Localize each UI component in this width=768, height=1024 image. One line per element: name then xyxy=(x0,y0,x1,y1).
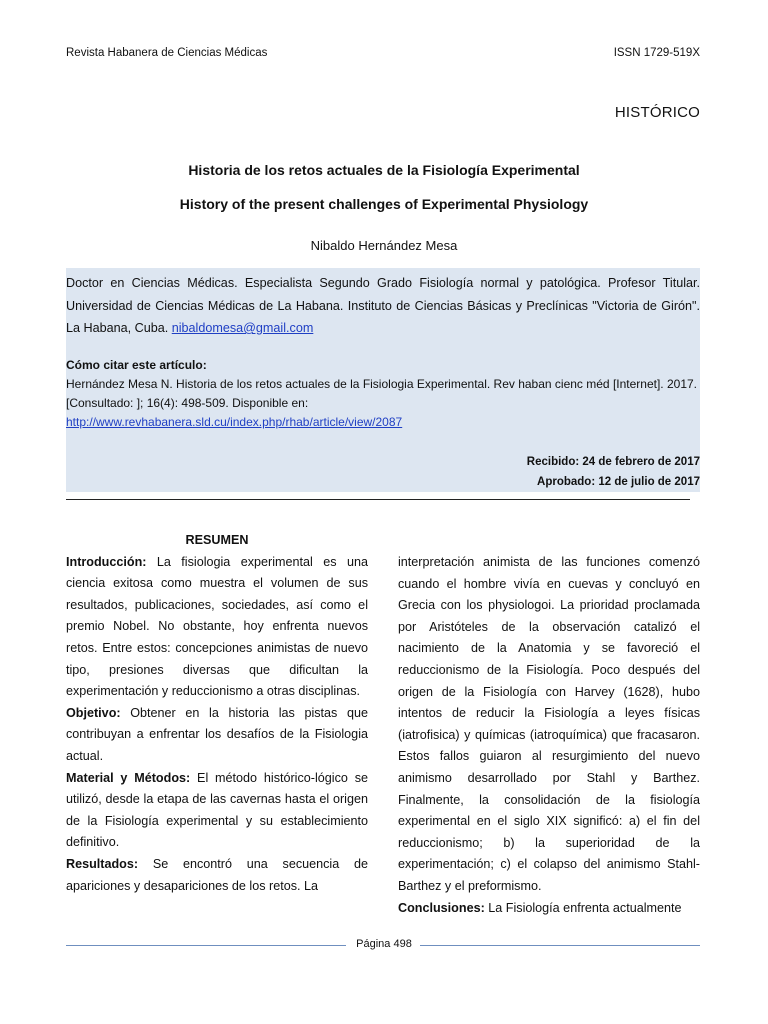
section-label: HISTÓRICO xyxy=(614,104,700,121)
abstract-heading: RESUMEN xyxy=(185,533,249,547)
abstract-conclusions xyxy=(398,898,700,920)
article-url-link[interactable]: http://www.revhabanera.sld.cu/index.php/rhab/article/view/2087 xyxy=(66,415,403,429)
separator-line xyxy=(66,499,690,500)
received-date: Recibido: 24 de febrero de 2017 xyxy=(526,456,700,468)
objective-label: Objetivo: xyxy=(66,705,121,720)
abstract-methods xyxy=(66,768,368,854)
citation-text: Hernández Mesa N. Historia de los retos actuales de la Fisiologia Experimental. Rev haban cienc méd [Internet]. 2017. [Consultado: ]; 16(4): 498-509. Disponible en: xyxy=(66,377,697,410)
results-text-part1: Se encontró una secuencia de apariciones y desapariciones de los retos. La xyxy=(66,856,368,893)
results-label: Resultados: xyxy=(66,856,139,871)
citation-block xyxy=(66,356,700,432)
approved-date: Aprobado: 12 de julio de 2017 xyxy=(537,476,700,488)
title-spanish: Historia de los retos actuales de la Fisiología Experimental xyxy=(188,162,580,178)
abstract-results-continued xyxy=(398,552,700,898)
abstract-right-column xyxy=(398,552,700,919)
journal-name: Revista Habanera de Ciencias Médicas xyxy=(66,47,268,59)
methods-label: Material y Métodos: xyxy=(66,770,191,785)
intro-text: La fisiologia experimental es una ciencia exitosa como muestra el volumen de sus resultados, publicaciones, sociedades, así como el premio Nobel. No obstante, hoy enfrenta nuevos retos. Entre estos: concepciones animistas de nuevo tipo, presiones diversas que dificultan la experimentación y reduccionismo a otras disciplinas. xyxy=(66,554,368,699)
author-name: Nibaldo Hernández Mesa xyxy=(310,238,458,253)
conclusions-label: Conclusiones: xyxy=(398,900,485,915)
abstract-left-column xyxy=(66,530,368,897)
conclusions-text: La Fisiología enfrenta actualmente xyxy=(484,900,682,915)
abstract-results xyxy=(66,854,368,897)
methods-text: El método histórico-lógico se utilizó, desde la etapa de las cavernas hasta el origen de la Fisiología experimental y su establecimiento definitivo. xyxy=(66,770,369,850)
abstract-intro xyxy=(66,552,368,703)
objective-text: Obtener en la historia las pistas que contribuyan a enfrentar los desafíos de la Fisiologia actual. xyxy=(66,705,368,763)
footer-rule-right xyxy=(420,945,700,946)
author-email-link[interactable]: nibaldomesa@gmail.com xyxy=(171,321,314,335)
title-english: History of the present challenges of Experimental Physiology xyxy=(179,196,589,212)
dates-block xyxy=(527,452,700,492)
results-text-part2: interpretación animista de las funciones comenzó cuando el hombre vivía en cuevas y concluyó en Grecia con los physiologoi. La prioridad proclamada por Aristóteles de la observación catalizó el nacimiento de la Anatomia y se favoreció el reduccionismo de la Fisiología. Poco después del origen de la Fisiología con Harvey (1628), hubo intentos de reducir la Fisiología a leyes físicas (iatrofisica) y químicas (iatroquímica) que fracasaron. Estos fallos guiaron al resurgimiento del nuevo animismo desarrollado por Stahl y Barthez. Finalmente, la consolidación de la fisiología experimental en el siglo XIX significó: a) el fin del reduccionismo; b) la superioridad de la experimentación; c) el colapso del animismo Stahl-Barthez y el preformismo. xyxy=(398,555,700,893)
affiliation-text: Doctor en Ciencias Médicas. Especialista Segundo Grado Fisiología normal y patológica. Profesor Titular. Universidad de Ciencias Médicas de La Habana. Instituto de Ciencias Básicas y Preclínicas "Victoria de Girón". La Habana, Cuba. xyxy=(66,276,700,335)
citation-label: Cómo citar este artículo: xyxy=(66,358,207,372)
abstract-objective xyxy=(66,703,368,768)
affiliation xyxy=(66,272,700,340)
intro-label: Introducción: xyxy=(66,554,147,569)
issn: ISSN 1729-519X xyxy=(613,47,700,59)
page-number: Página 498 xyxy=(356,938,412,950)
